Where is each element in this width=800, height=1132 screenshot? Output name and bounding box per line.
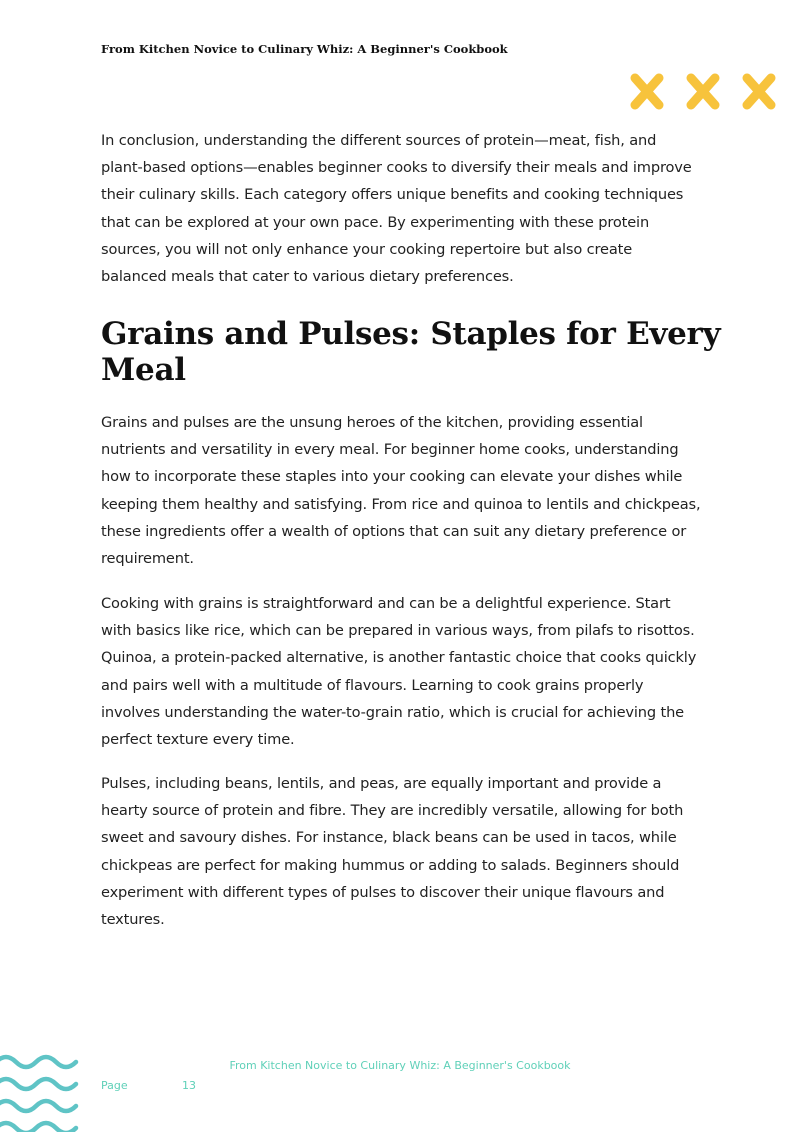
section-heading: Grains and Pulses: Staples for Every Meal (101, 316, 721, 388)
body-paragraph: Pulses, including beans, lentils, and peas, are equally important and provide a hearty source of protein and fibre. They are incredibly versatile, allowing for both sweet and savoury dishes. For instance, black beans can be used in tacos, while chickpeas are perfect for making hummus or adding to salads. Beginners should experiment with different types of pulses to discover their unique flavours and textures. (101, 775, 684, 929)
running-header: From Kitchen Novice to Culinary Whiz: A Beginner's Cookbook (101, 42, 508, 56)
footer-title: From Kitchen Novice to Culinary Whiz: A Beginner's Cookbook (229, 1059, 571, 1072)
page-number: 13 (182, 1079, 196, 1092)
page-label: Page (101, 1079, 128, 1092)
body-paragraph: Cooking with grains is straightforward and can be a delightful experience. Start with basics like rice, which can be prepared in various ways, from pilafs to risottos. Quinoa, a protein-packed alternative, is another fantastic choice that cooks quickly and pairs well with a multitude of flavours. Learning to cook grains properly involves understanding the water-to-grain ratio, which is crucial for achieving the perfect texture every time. (101, 595, 697, 749)
cross-marks-icon (628, 72, 780, 112)
intro-paragraph: In conclusion, understanding the different sources of protein—meat, fish, and plant-based options—enables beginner cooks to diversify their meals and improve their culinary skills. Each category offers unique benefits and cooking techniques that can be explored at your own pace. By experimenting with these protein sources, you will not only enhance your cooking repertoire but also create balanced meals that cater to various dietary preferences. (101, 132, 692, 286)
body-paragraph: Grains and pulses are the unsung heroes of the kitchen, providing essential nutrients and versatility in every meal. For beginner home cooks, understanding how to incorporate these staples into your cooking can elevate your dishes while keeping them healthy and satisfying. From rice and quinoa to lentils and chickpeas, these ingredients offer a wealth of options that can suit any dietary preference or requirement. (101, 414, 701, 568)
